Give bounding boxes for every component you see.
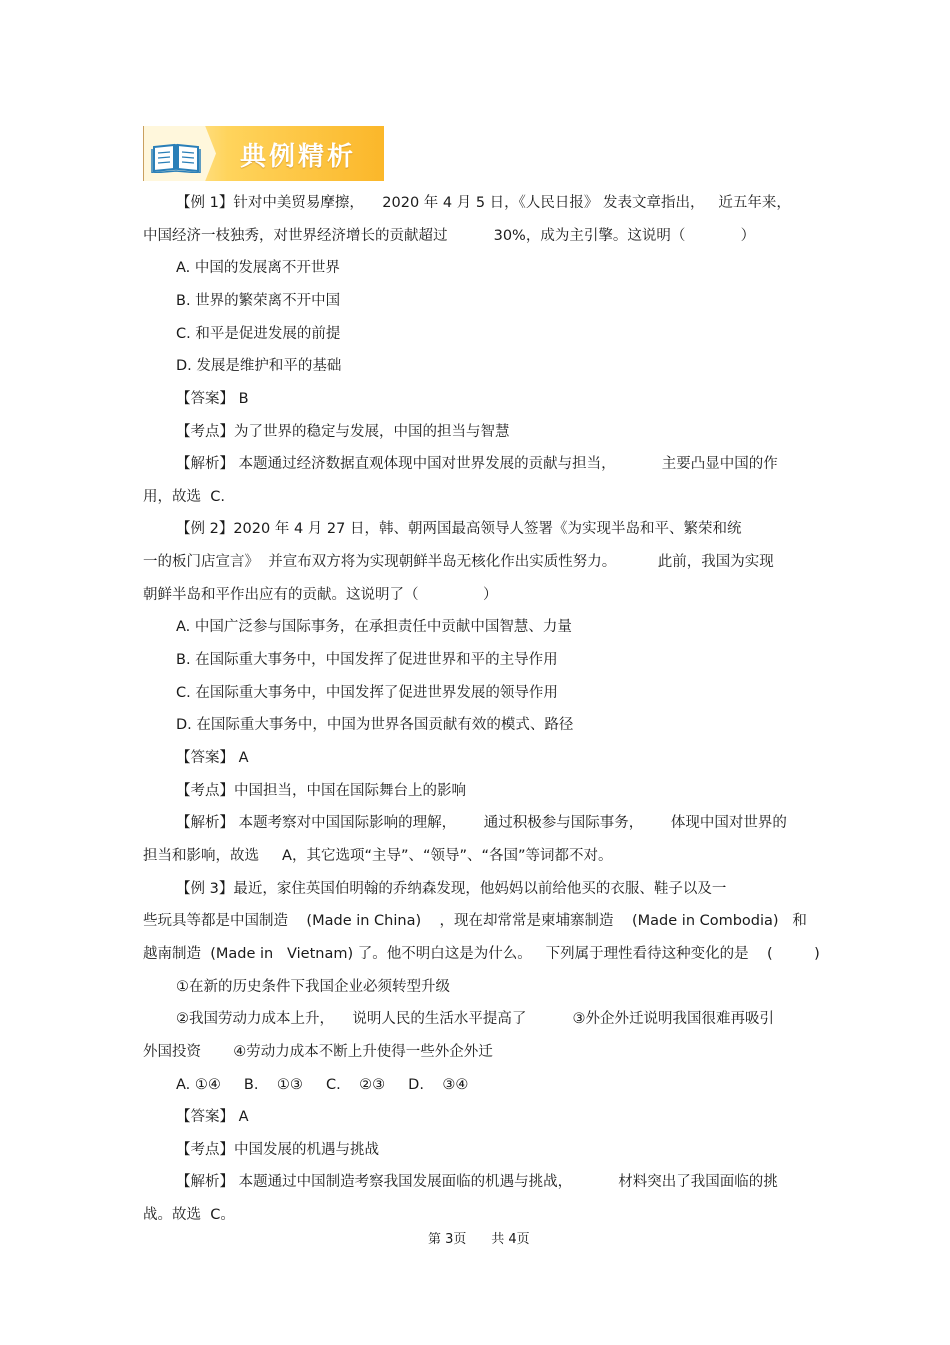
ex2-analysis-line1: 【解析】 本题考察对中国国际影响的理解， 通过积极参与国际事务， 体现中国对世界的: [176, 815, 787, 831]
ex1-question-line2: 中国经济一枝独秀，对世界经济增长的贡献超过 30%，成为主引擎。这说明（ ）: [143, 228, 756, 244]
ex2-option-b: B. 在国际重大事务中，中国发挥了促进世界和平的主导作用: [176, 652, 558, 668]
ex2-option-c: C. 在国际重大事务中，中国发挥了促进世界发展的领导作用: [176, 685, 558, 701]
ex3-kaodian: 【考点】中国发展的机遇与挑战: [176, 1142, 379, 1158]
ex1-option-d: D. 发展是维护和平的基础: [176, 358, 342, 374]
page-footer: 第 3页 共 4页: [428, 1232, 530, 1247]
ex3-question-line1: 【例 3】最近，家住英国伯明翰的乔纳森发现，他妈妈以前给他买的衣服、鞋子以及一: [176, 881, 727, 897]
ex2-answer: 【答案】 A: [176, 750, 249, 766]
ex3-statement-3-4: 外国投资 ④劳动力成本不断上升使得一些外企外迁: [143, 1044, 493, 1060]
ex1-answer: 【答案】 B: [176, 391, 249, 407]
book-icon: [150, 139, 202, 173]
ex1-analysis-line1: 【解析】 本题通过经济数据直观体现中国对世界发展的贡献与担当， 主要凸显中国的作: [176, 456, 778, 472]
ex3-statement-2-3: ②我国劳动力成本上升， 说明人民的生活水平提高了 ③外企外迁说明我国很难再吸引: [176, 1011, 775, 1027]
ex3-options: A. ①④ B. ①③ C. ②③ D. ③④: [176, 1077, 469, 1093]
ex2-analysis-line2: 担当和影响，故选 A，其它选项“主导”、“领导”、“各国”等词都不对。: [143, 848, 613, 864]
ex2-option-d: D. 在国际重大事务中，中国为世界各国贡献有效的模式、路径: [176, 717, 574, 733]
ex3-analysis-line2: 战。故选 C。: [143, 1207, 235, 1223]
ex3-answer: 【答案】 A: [176, 1109, 249, 1125]
ex3-statement-1: ①在新的历史条件下我国企业必须转型升级: [176, 979, 450, 995]
ex2-option-a: A. 中国广泛参与国际事务，在承担责任中贡献中国智慧、力量: [176, 619, 572, 635]
ex1-kaodian: 【考点】为了世界的稳定与发展，中国的担当与智慧: [176, 424, 510, 440]
ex3-question-line2: 些玩具等都是中国制造 (Made in China) ，现在却常常是柬埔寨制造 (Made in Combodia) 和: [143, 913, 807, 929]
ex1-analysis-line2: 用，故选 C.: [143, 489, 225, 505]
ex2-question-line3: 朝鲜半岛和平作出应有的贡献。这说明了（ ）: [143, 587, 498, 603]
ex1-option-a: A. 中国的发展离不开世界: [176, 260, 340, 276]
ex1-option-c: C. 和平是促进发展的前提: [176, 326, 341, 342]
section-banner: [143, 126, 384, 181]
ex2-question-line1: 【例 2】2020 年 4 月 27 日，韩、朝两国最高领导人签署《为实现半岛和平、繁荣和统: [176, 521, 742, 537]
ex3-analysis-line1: 【解析】 本题通过中国制造考察我国发展面临的机遇与挑战， 材料突出了我国面临的挑: [176, 1174, 778, 1190]
ex2-kaodian: 【考点】中国担当，中国在国际舞台上的影响: [176, 783, 466, 799]
banner-title: 典例精析: [240, 142, 357, 172]
ex1-question-line1: 【例 1】针对中美贸易摩擦， 2020 年 4 月 5 日，《人民日报》 发表文章指出， 近五年来，: [176, 195, 791, 211]
ex2-question-line2: 一的板门店宣言》 并宣布双方将为实现朝鲜半岛无核化作出实质性努力。 此前，我国为实现: [143, 554, 774, 570]
ex3-question-line3: 越南制造 (Made in Vietnam) 了。他不明白这是为什么。 下列属于理性看待这种变化的是 ( ): [143, 946, 820, 962]
ex1-option-b: B. 世界的繁荣离不开中国: [176, 293, 341, 309]
